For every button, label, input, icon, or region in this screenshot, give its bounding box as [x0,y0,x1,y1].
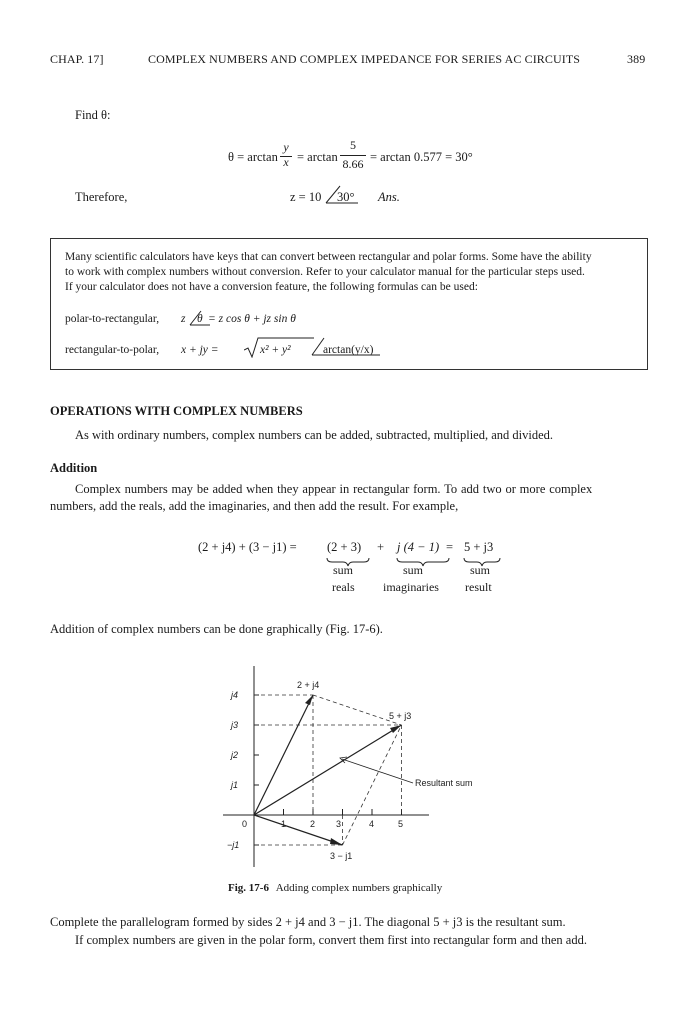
polar-to-rect-rhs: = z cos θ + jz sin θ [208,313,296,325]
frac1-numerator: y [283,140,289,154]
find-theta-label: Find θ: [75,108,111,122]
rect-to-polar-radicand: x² + y² [260,344,291,356]
brace-label-reals-top: sum [333,563,354,577]
y-label-neg-j1: −j1 [227,840,240,850]
brace-label-result-top: sum [470,563,491,577]
rect-to-polar-angle: arctan(y/x) [323,344,374,356]
vector-3-minus-j1 [254,815,343,845]
point-label-3-minus-j1: 3 − j1 [330,851,353,861]
brace-label-result-bottom: result [465,580,492,594]
frac1-denominator: x [283,155,289,169]
running-header-title: COMPLEX NUMBERS AND COMPLEX IMPEDANCE FOR SERIES AC CIRCUITS [148,52,581,66]
answer-marker: Ans. [378,190,400,204]
origin-label: 0 [242,819,248,829]
calculator-note-line-2: to work with complex numbers without conversion. Refer to your calculator manual for the particular steps used. [65,266,585,278]
addition-eq-lead: (2 + j4) + (3 − j1) = [198,540,297,554]
addition-eq-result: 5 + j3 [464,540,494,554]
polar-to-rect-z: z [181,313,186,325]
addition-eq-plus: + [377,540,385,554]
addition-paragraph-line-1: Complex numbers may be added when they appear in rectangular form. To add two or more complex [75,482,593,496]
closing-line-2: If complex numbers are given in the polar form, convert them first into rectangular form and then add. [75,933,587,947]
x-label-1: 1 [281,819,287,829]
frac2-denominator: 8.66 [342,157,364,171]
running-header-chapter: CHAP. 17] [50,52,104,66]
polar-to-rect-angle: θ [197,313,203,325]
addition-eq-imaginaries: j (4 − 1) [397,540,440,554]
rect-to-polar-lhs: x + jy = [181,344,219,356]
x-label-3: 3 [336,819,342,829]
point-label-5-j3: 5 + j3 [389,711,412,721]
theta-eq-rhs: = arctan 0.577 = 30° [370,150,473,164]
point-label-2-j4: 2 + j4 [297,680,320,690]
resultant-pointer [342,759,413,783]
y-label-j3: j3 [231,720,239,730]
y-label-j4: j4 [231,690,239,700]
figure-caption [228,882,442,894]
operations-intro: As with ordinary numbers, complex numbers can be added, subtracted, multiplied, and divided. [75,428,554,442]
y-label-j2: j2 [231,750,239,760]
figure-caption-text: Adding complex numbers graphically [275,882,443,894]
rect-to-polar-label: rectangular-to-polar, [65,344,160,356]
brace-label-imag-bottom: imaginaries [383,580,439,594]
therefore-label: Therefore, [75,190,128,204]
calculator-note-line-1: Many scientific calculators have keys that can convert between rectangular and polar forms. Some have the ability [65,251,592,263]
frac2-numerator: 5 [350,138,356,152]
theta-eq-lhs: θ = arctan [228,150,278,164]
closing-line-1: Complete the parallelogram formed by sides 2 + j4 and 3 − j1. The diagonal 5 + j3 is the resultant sum. [50,915,566,929]
figure-caption-number: Fig. 17-6 [228,882,269,894]
operations-heading: OPERATIONS WITH COMPLEX NUMBERS [50,404,303,418]
addition-heading: Addition [50,461,98,475]
addition-eq-reals: (2 + 3) [327,540,362,554]
resultant-sum-label: Resultant sum [415,778,473,788]
frac2-bar [340,155,366,156]
y-label-j1: j1 [231,780,239,790]
z-result-angle: 30° [337,190,355,204]
x-label-2: 2 [310,819,316,829]
theta-eq-mid: = arctan [297,150,338,164]
page-number: 389 [627,52,646,66]
complex-plane-diagram [215,662,495,872]
addition-paragraph-line-2: numbers, add the reals, add the imaginaries, and then add the result. For example, [50,499,459,513]
brace-label-imag-top: sum [403,563,424,577]
brace-label-reals-bottom: reals [332,580,355,594]
graphical-note: Addition of complex numbers can be done graphically (Fig. 17-6). [50,622,383,636]
calculator-note-line-3: If your calculator does not have a conversion feature, the following formulas can be used: [65,281,478,293]
x-label-4: 4 [369,819,375,829]
polar-to-rect-label: polar-to-rectangular, [65,313,160,325]
x-label-5: 5 [398,819,404,829]
z-result-lhs: z = 10 [290,190,322,204]
addition-eq-equals: = [446,540,454,554]
